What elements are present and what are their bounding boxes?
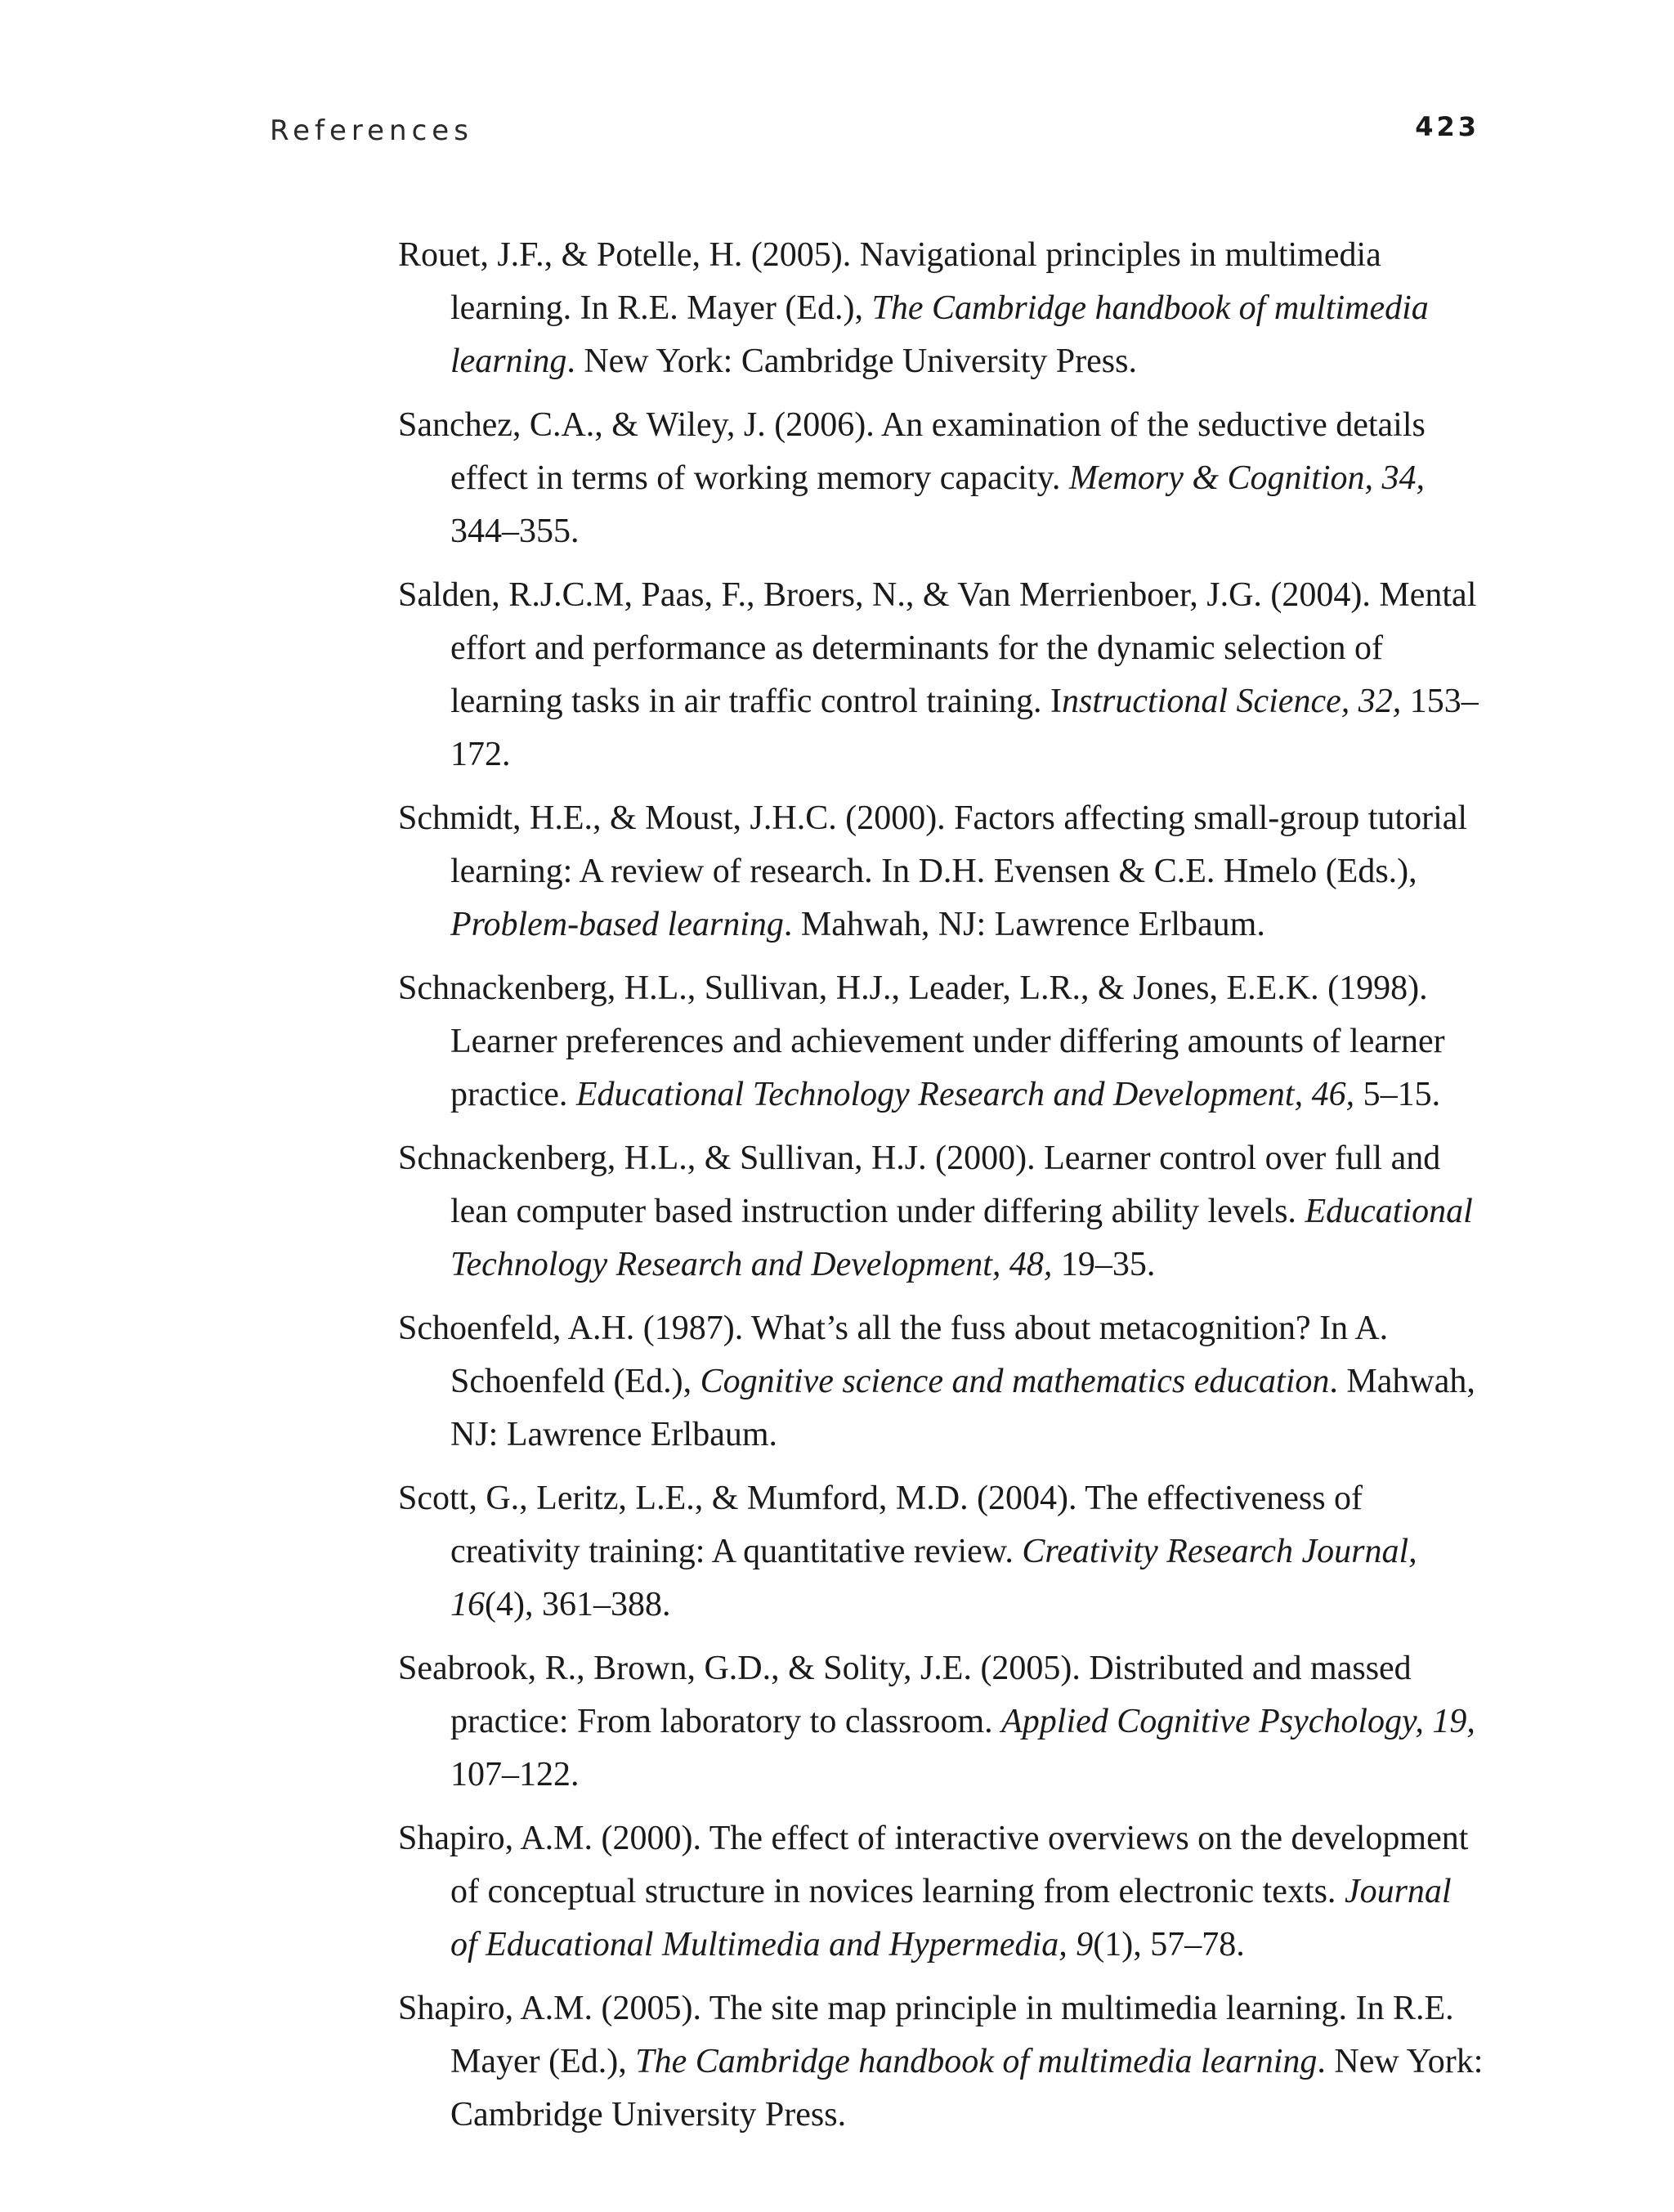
reference-entry — [398, 792, 1485, 952]
reference-publication-details: . New York: Cambridge University Press. — [450, 2043, 1484, 2134]
reference-source-title: Creativity Research Journal, 16 — [450, 1533, 1417, 1623]
page-number: 423 — [1415, 111, 1479, 142]
reference-entry — [398, 569, 1485, 781]
reference-publication-details: (4), 361–388. — [485, 1586, 671, 1623]
reference-entry — [398, 1812, 1485, 1972]
reference-publication-details: . New York: Cambridge University Press. — [566, 343, 1137, 380]
reference-publication-details: 5–15. — [1354, 1076, 1441, 1113]
reference-source-title: Problem-based learning — [450, 906, 784, 943]
reference-authors-text: Schnackenberg, H.L., Sullivan, H.J., Leader, L.R., & Jones, E.E.K. (1998). Learner preferences and achievement under differing amounts of learner practice. — [398, 969, 1445, 1113]
reference-authors-text: Scott, G., Leritz, L.E., & Mumford, M.D. (2004). The effectiveness of creativity training: A quantitative review. — [398, 1480, 1363, 1570]
reference-entry — [398, 399, 1485, 558]
reference-authors-text: Shapiro, A.M. (2005). The site map principle in multimedia learning. In R.E. Mayer (Ed.), — [398, 1990, 1454, 2080]
reference-publication-details: . Mahwah, NJ: Lawrence Erlbaum. — [450, 1363, 1475, 1453]
reference-source-title: Memory & Cognition, 34, — [1068, 459, 1426, 497]
reference-authors-text: Seabrook, R., Brown, G.D., & Solity, J.E. (2005). Distributed and massed practice: From laboratory to classroom. — [398, 1650, 1412, 1740]
reference-publication-details: 19–35. — [1052, 1246, 1156, 1283]
reference-authors-text: Schmidt, H.E., & Moust, J.H.C. (2000). Factors affecting small-group tutorial learning: A review of research. In D.H. Evensen & C.E. Hmelo (Eds.), — [398, 799, 1468, 890]
reference-publication-details: 344–355. — [450, 513, 580, 550]
reference-authors-text: Shapiro, A.M. (2000). The effect of interactive overviews on the development of conceptual structure in novices learning from electronic texts. — [398, 1820, 1469, 1910]
reference-source-title: Cognitive science and mathematics education — [700, 1363, 1330, 1400]
reference-source-title: nstructional Science, 32, — [1061, 683, 1402, 720]
reference-source-title: Educational Technology Research and Development, 48, — [450, 1193, 1473, 1283]
running-head: References — [270, 114, 473, 147]
reference-source-title: The Cambridge handbook of multimedia learning — [450, 289, 1429, 380]
reference-source-title: The Cambridge handbook of multimedia learning — [635, 2043, 1318, 2080]
reference-publication-details: 153–172. — [450, 683, 1479, 773]
reference-entry — [398, 1472, 1485, 1632]
reference-entry — [398, 1642, 1485, 1802]
reference-publication-details: 107–122. — [450, 1756, 580, 1793]
reference-entry — [398, 962, 1485, 1122]
reference-entry — [398, 1132, 1485, 1292]
reference-authors-text: Schnackenberg, H.L., & Sullivan, H.J. (2000). Learner control over full and lean computer based instruction under differing ability levels. — [398, 1140, 1441, 1230]
reference-authors-text: Schoenfeld, A.H. (1987). What’s all the fuss about metacognition? In A. Schoenfeld (Ed.), — [398, 1310, 1389, 1400]
reference-list — [398, 229, 1485, 2152]
reference-entry — [398, 229, 1485, 388]
reference-source-title: Applied Cognitive Psychology, 19, — [1001, 1703, 1475, 1740]
reference-authors-text: Salden, R.J.C.M, Paas, F., Broers, N., & Van Merrienboer, J.G. (2004). Mental effort and performance as determinants for the dynamic selection of learning tasks in air traffic control training. I — [398, 576, 1477, 720]
reference-source-title: Educational Technology Research and Development, 46, — [575, 1076, 1355, 1113]
reference-source-title: Journal of Educational Multimedia and Hypermedia, 9 — [450, 1873, 1452, 1963]
reference-publication-details: (1), 57–78. — [1093, 1926, 1245, 1963]
reference-authors-text: Sanchez, C.A., & Wiley, J. (2006). An examination of the seductive details effect in terms of working memory capacity. — [398, 406, 1426, 497]
reference-entry — [398, 1982, 1485, 2142]
reference-publication-details: . Mahwah, NJ: Lawrence Erlbaum. — [783, 906, 1265, 943]
reference-entry — [398, 1302, 1485, 1462]
reference-authors-text: Rouet, J.F., & Potelle, H. (2005). Navigational principles in multimedia learning. In R.E. Mayer (Ed.), — [398, 236, 1381, 327]
